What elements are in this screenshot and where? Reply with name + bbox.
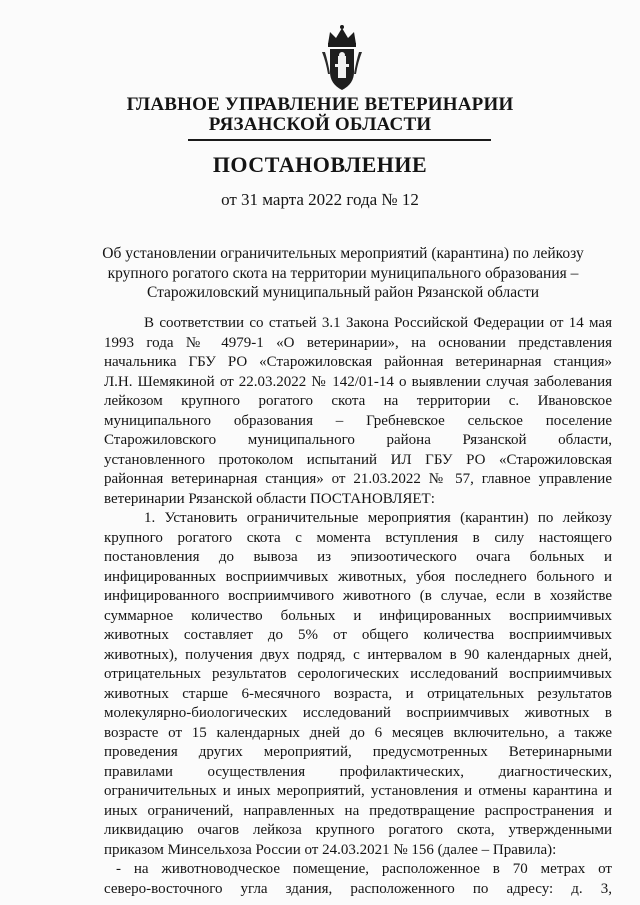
body-line: иных ограничений, направленных на предотвращение распространения и bbox=[104, 802, 612, 819]
body-line: инфицированных восприимчивых животных, убоя последнего больного и bbox=[104, 568, 612, 585]
body-line: В соответствии со статьей 3.1 Закона Российской Федерации от 14 мая bbox=[144, 315, 612, 331]
body-line: начальника ГБУ РО «Старожиловская районная ветеринарная станция» bbox=[104, 354, 612, 370]
body-line: 1993 года № 4979-1 «О ветеринарии», на основании представления bbox=[104, 334, 612, 351]
body-line: постановления до вывоза из эпизоотического очага больных и bbox=[104, 549, 612, 565]
body-line: Старожиловского муниципального района Рязанской области, bbox=[104, 432, 612, 448]
body-line: - на животноводческое помещение, расположенное в 70 метрах от bbox=[116, 861, 612, 877]
header-divider bbox=[188, 139, 491, 141]
body-line: животных составляет до 5% от общего количества восприимчивых bbox=[104, 627, 612, 643]
body-line: приказом Минсельхоза России от 24.03.2021 № 156 (далее – Правила): bbox=[104, 841, 557, 858]
body-line: районная ветеринарная станция» от 21.03.2022 № 57, главное управление bbox=[104, 471, 612, 487]
document-subject bbox=[100, 244, 586, 303]
body-line: ликвидацию очагов лейкоза крупного рогатого скота, утвержденными bbox=[104, 822, 612, 838]
coat-of-arms-icon bbox=[318, 22, 366, 94]
body-line: муниципального образования – Гребневское сельское поселение bbox=[104, 412, 612, 429]
body-line: суммарное количество больных и инфицированных восприимчивых bbox=[104, 607, 612, 624]
body-line: 1. Установить ограничительные мероприятия (карантин) по лейкозу bbox=[144, 510, 612, 526]
document-body bbox=[104, 314, 612, 899]
document-title: ПОСТАНОВЛЕНИЕ bbox=[212, 152, 428, 177]
body-line: ветеринарии Рязанской области ПОСТАНОВЛЯЕТ: bbox=[104, 490, 435, 507]
subject-line: крупного рогатого скота на территории муниципального образования – bbox=[107, 264, 579, 282]
body-line: северо-восточного угла здания, расположенного по адресу: д. 3, bbox=[104, 880, 612, 897]
body-line: установленного протоколом испытаний ИЛ ГБУ РО «Старожиловская bbox=[104, 451, 612, 468]
body-line: правилами осуществления профилактических, диагностических, bbox=[104, 763, 612, 780]
body-line: крупного рогатого скота с момента вступления в силу настоящего bbox=[104, 529, 612, 546]
body-line: молекулярно-биологических исследований восприимчивых животных в bbox=[104, 705, 612, 721]
body-line: животных старше 6-месячного возраста, и отрицательных результатов bbox=[104, 685, 612, 702]
document-date-number: от 31 марта 2022 года № 12 bbox=[221, 190, 419, 209]
organization-name-line1: ГЛАВНОЕ УПРАВЛЕНИЕ ВЕТЕРИНАРИИ bbox=[126, 94, 514, 115]
body-line: проведения других мероприятий, предусмотренных Ветеринарными bbox=[104, 744, 612, 760]
body-line: ограничительных и иных мероприятий, установления и отмены карантина и bbox=[104, 783, 612, 799]
body-line: инфицированного восприимчивого животного (в случае, если в хозяйстве bbox=[104, 588, 612, 604]
body-line: животных), получения двух подряд, с интервалом в 90 календарных дней, bbox=[104, 646, 612, 663]
body-line: возрасте от 15 календарных дней до 6 месяцев включительно, а также bbox=[104, 724, 612, 741]
body-line: лейкозом крупного рогатого скота на территории с. Ивановское bbox=[104, 393, 612, 409]
subject-line: Старожиловский муниципальный район Рязанской области bbox=[146, 284, 540, 301]
body-line: Л.Н. Шемякиной от 22.03.2022 № 142/01-14 о выявлении случая заболевания bbox=[104, 373, 612, 390]
subject-line: Об установлении ограничительных мероприятий (карантина) по лейкозу bbox=[102, 245, 584, 262]
body-line: отрицательных результатов серологических исследований восприимчивых bbox=[104, 666, 612, 682]
organization-name-line2: РЯЗАНСКОЙ ОБЛАСТИ bbox=[208, 114, 432, 135]
